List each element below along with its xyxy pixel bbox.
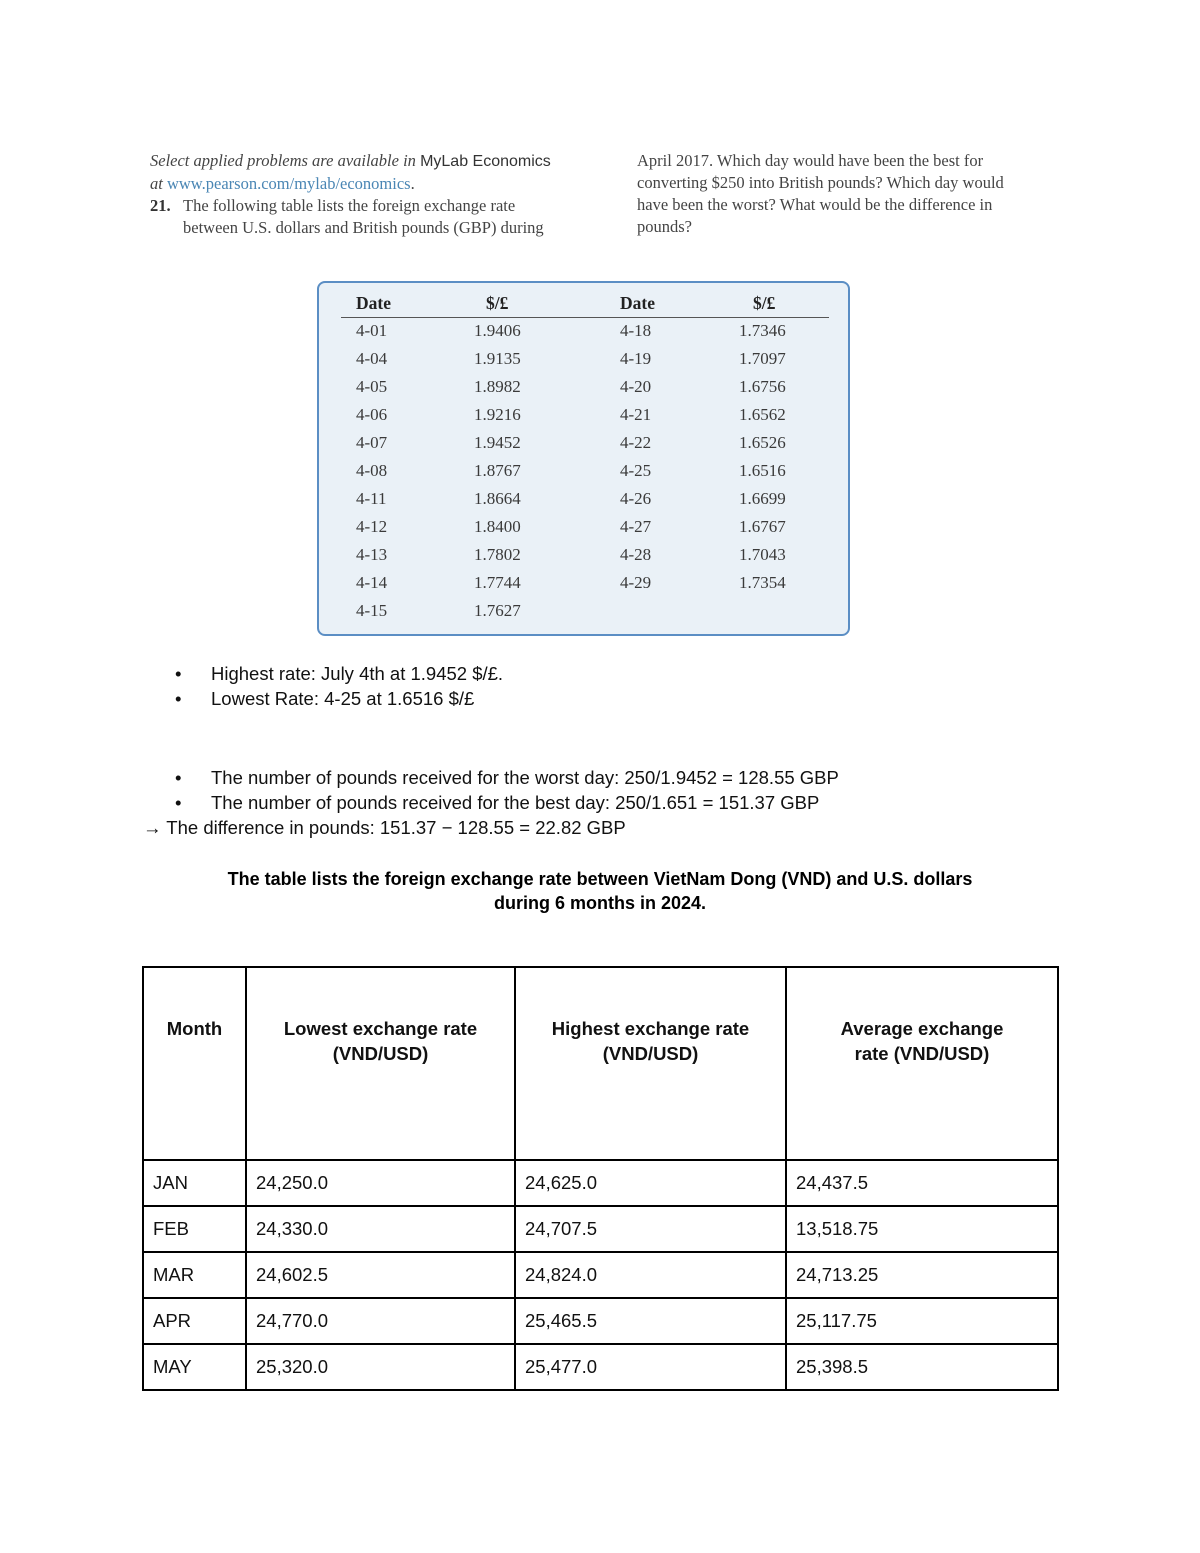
date-cell: 4-08 [356,461,388,480]
rate-answers [170,661,503,711]
month-cell: APR [143,1298,246,1344]
average-cell: 24,437.5 [786,1160,1058,1206]
date-cell: 4-22 [620,433,652,452]
rate-cell: 1.6767 [739,517,786,536]
table-row [143,1252,1058,1298]
date-cell: 4-07 [356,433,388,452]
problem-continuation [637,150,1037,238]
intro-italic: Select applied problems are available in [150,151,416,170]
date-cell: 4-28 [620,545,652,564]
date-cell: 4-11 [356,489,387,508]
rate-cell: 1.7802 [474,545,521,564]
pearson-link[interactable]: www.pearson.com/mylab/economics [166,174,411,193]
table-header-row [143,967,1058,1160]
rate-cell: 1.8400 [474,517,521,536]
table-row [143,1206,1058,1252]
table-row [143,1298,1058,1344]
header-highest: Highest exchange rate (VND/USD) [515,967,786,1160]
average-cell: 13,518.75 [786,1206,1058,1252]
date-cell: 4-29 [620,573,652,592]
month-cell: JAN [143,1160,246,1206]
month-cell: FEB [143,1206,246,1252]
highest-rate-item: • Highest rate: July 4th at 1.9452 $/£. [170,661,503,686]
pound-answers [170,765,839,815]
heading-line-2: during 6 months in 2024. [493,893,707,913]
date-cell: 4-21 [620,405,652,424]
rate-cell: 1.8664 [474,489,521,508]
average-cell: 24,713.25 [786,1252,1058,1298]
rate-cell: 1.9452 [474,433,521,452]
rate-cell: 1.9135 [474,349,521,368]
rate-cell: 1.9406 [474,321,521,340]
problem-line-2: between U.S. dollars and British pounds (GBP) during [183,218,544,237]
month-cell: MAR [143,1252,246,1298]
highest-cell: 25,465.5 [515,1298,786,1344]
gbp-rate-table [317,281,850,636]
rate-cell: 1.7043 [739,545,786,564]
rate-cell: 1.6699 [739,489,786,508]
vnd-table-heading [140,867,1060,915]
header-month: Month [143,967,246,1160]
header-date-left: Date [356,293,391,313]
date-cell: 4-19 [620,349,652,368]
date-cell: 4-05 [356,377,388,396]
lowest-cell: 24,602.5 [246,1252,515,1298]
header-rule [341,317,829,318]
date-cell: 4-06 [356,405,388,424]
date-cell: 4-15 [356,601,388,620]
header-rate-right: $/£ [753,293,776,313]
lowest-cell: 24,330.0 [246,1206,515,1252]
rate-cell: 1.6756 [739,377,786,396]
lowest-rate-item: • Lowest Rate: 4-25 at 1.6516 $/£ [170,686,503,711]
vnd-rate-table [142,966,1059,1391]
rate-cell: 1.6516 [739,461,786,480]
continuation-line: converting $250 into British pounds? Which day would [637,173,1004,192]
problem-intro [150,150,590,239]
highest-cell: 24,625.0 [515,1160,786,1206]
highest-cell: 24,824.0 [515,1252,786,1298]
lowest-cell: 24,250.0 [246,1160,515,1206]
rate-cell: 1.7744 [474,573,521,592]
header-lowest: Lowest exchange rate (VND/USD) [246,967,515,1160]
date-cell: 4-20 [620,377,652,396]
date-cell: 4-18 [620,321,652,340]
rate-cell: 1.8982 [474,377,521,396]
date-cell: 4-26 [620,489,652,508]
continuation-line: pounds? [637,217,692,236]
link-line [150,173,590,195]
continuation-line: have been the worst? What would be the difference in [637,195,993,214]
month-cell: MAY [143,1344,246,1390]
intro-line [150,150,590,173]
highest-cell: 25,477.0 [515,1344,786,1390]
link-period: . [410,174,415,193]
rate-cell: 1.6526 [739,433,786,452]
lowest-cell: 24,770.0 [246,1298,515,1344]
highest-cell: 24,707.5 [515,1206,786,1252]
continuation-line: April 2017. Which day would have been the best for [637,151,984,170]
problem-line-1: The following table lists the foreign exchange rate [183,196,516,215]
header-date-right: Date [620,293,655,313]
header-average: Average exchange rate (VND/USD) [786,967,1058,1160]
rate-cell: 1.8767 [474,461,521,480]
lowest-cell: 25,320.0 [246,1344,515,1390]
heading-line-1: The table lists the foreign exchange rate between VietNam Dong (VND) and U.S. dollars [227,869,973,889]
average-cell: 25,117.75 [786,1298,1058,1344]
rate-cell: 1.6562 [739,405,786,424]
rate-cell: 1.7097 [739,349,786,368]
date-cell: 4-27 [620,517,652,536]
worst-day-item: • The number of pounds received for the worst day: 250/1.9452 = 128.55 GBP [170,765,839,790]
problem-statement [150,195,590,217]
date-cell: 4-04 [356,349,388,368]
date-cell: 4-12 [356,517,388,536]
best-day-item: • The number of pounds received for the best day: 250/1.651 = 151.37 GBP [170,790,839,815]
date-cell: 4-14 [356,573,388,592]
date-cell: 4-25 [620,461,652,480]
table-row [143,1344,1058,1390]
rate-cell: 1.7354 [739,573,786,592]
date-cell: 4-01 [356,321,388,340]
rate-cell: 1.9216 [474,405,521,424]
table-row [143,1160,1058,1206]
difference-line: → The difference in pounds: 151.37 − 128.55 = 22.82 GBP [143,817,626,838]
average-cell: 25,398.5 [786,1344,1058,1390]
rate-cell: 1.7627 [474,601,521,620]
header-rate-left: $/£ [486,293,509,313]
brand-name: MyLab Economics [420,153,551,170]
problem-number: 21. [150,196,171,215]
date-cell: 4-13 [356,545,388,564]
intro-at: at [150,174,163,193]
rate-cell: 1.7346 [739,321,786,340]
